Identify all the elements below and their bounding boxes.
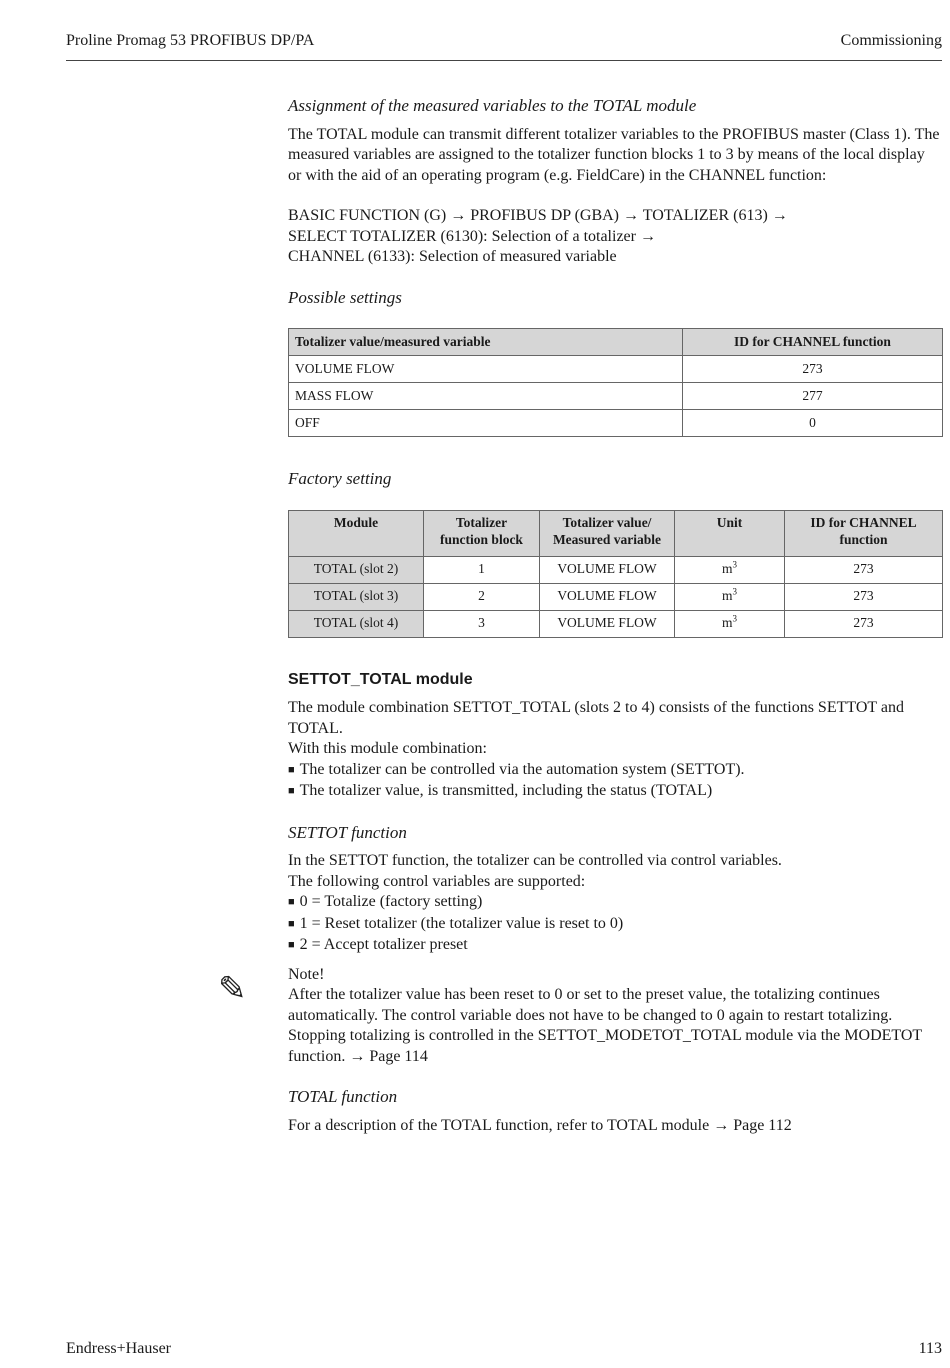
block-cell: 3 <box>424 610 540 637</box>
settot-function-line-1: In the SETTOT function, the totalizer can be controlled via control variables. <box>288 852 782 869</box>
channel-id-cell: 273 <box>785 610 943 637</box>
block-cell: 2 <box>424 583 540 610</box>
settot-total-line-1: The module combination SETTOT_TOTAL (slots 2 to 4) consists of the functions SETTOT and TOTAL. <box>288 699 904 737</box>
column-header-unit: Unit <box>675 510 785 556</box>
unit-cell: $m^3$ <box>675 610 785 637</box>
section-name: Commissioning <box>840 32 942 49</box>
measured-variable-cell: VOLUME FLOW <box>289 356 683 383</box>
factory-setting-table <box>288 510 943 638</box>
note-label: Note! <box>288 965 325 983</box>
table-row <box>289 410 943 437</box>
assignment-heading: Assignment of the measured variables to the TOTAL module <box>288 96 697 115</box>
settot-function-line-2: The following control variables are supported: <box>288 872 586 890</box>
table-row <box>289 356 943 383</box>
total-function-heading: TOTAL function <box>288 1087 398 1106</box>
channel-id-cell: 277 <box>683 383 943 410</box>
module-cell: TOTAL (slot 2) <box>289 556 424 583</box>
main-content <box>288 96 942 1136</box>
assignment-paragraph: The TOTAL module can transmit different totalizer variables to the PROFIBUS master (Class 1). The measured variables are assigned to the totalizer function blocks 1 to 3 by means of the local display or with the aid of an operating program (e.g. FieldCare) in the CHANNEL function: <box>288 125 940 184</box>
possible-settings-heading: Possible settings <box>288 287 402 307</box>
variable-cell: VOLUME FLOW <box>540 583 675 610</box>
channel-id-cell: 273 <box>683 356 943 383</box>
column-header-module: Module <box>289 510 424 556</box>
settot-total-heading: SETTOT_TOTAL module <box>288 670 473 688</box>
page-number: 113 <box>918 1340 942 1357</box>
table-row <box>289 556 943 583</box>
channel-id-cell: 0 <box>683 410 943 437</box>
channel-id-cell: 273 <box>785 583 943 610</box>
pencil-icon: ✎ <box>218 969 247 1009</box>
total-function-text: For a description of the TOTAL function, refer to TOTAL module → Page 112 <box>288 1116 792 1134</box>
list-item: ■ 1 = Reset totalizer (the totalizer value is reset to 0) <box>288 914 942 936</box>
menu-path-line-1: BASIC FUNCTION (G) → PROFIBUS DP (GBA) → TOTALIZER (613) → <box>288 207 788 224</box>
table-header-row <box>289 329 943 356</box>
list-item: ■ 2 = Accept totalizer preset <box>288 935 942 957</box>
variable-cell: VOLUME FLOW <box>540 556 675 583</box>
measured-variable-cell: OFF <box>289 410 683 437</box>
unit-cell: $m^3$ <box>675 583 785 610</box>
list-item: ■ The totalizer can be controlled via the automation system (SETTOT). <box>288 760 942 782</box>
column-header-variable: Totalizer value/ Measured variable <box>540 510 675 556</box>
module-cell: TOTAL (slot 4) <box>289 610 424 637</box>
company-name: Endress+Hauser <box>66 1340 171 1357</box>
module-cell: TOTAL (slot 3) <box>289 583 424 610</box>
channel-id-cell: 273 <box>785 556 943 583</box>
menu-path-line-3: CHANNEL (6133): Selection of measured variable <box>288 248 617 265</box>
column-header-id: ID for CHANNEL function <box>785 510 943 556</box>
table-row <box>289 583 943 610</box>
page-header <box>66 30 942 61</box>
note-text: After the totalizer value has been reset to 0 or set to the preset value, the totalizing continues automatically. The control variable does not have to be changed to 0 again to restart totalizing. Stopping totalizing is controlled in the SETTOT_MODETOT_TOTAL module via the MODETOT function. → Page 114 <box>288 986 922 1065</box>
document-title: Proline Promag 53 PROFIBUS DP/PA <box>66 32 315 49</box>
settot-function-heading: SETTOT function <box>288 822 407 842</box>
column-header: ID for CHANNEL function <box>683 329 943 356</box>
table-header-row <box>289 510 943 556</box>
list-item: ■ The totalizer value, is transmitted, including the status (TOTAL) <box>288 781 942 803</box>
block-cell: 1 <box>424 556 540 583</box>
measured-variable-cell: MASS FLOW <box>289 383 683 410</box>
menu-path-line-2: SELECT TOTALIZER (6130): Selection of a totalizer → <box>288 227 656 245</box>
column-header-block: Totalizer function block <box>424 510 540 556</box>
table-row <box>289 383 943 410</box>
unit-cell: $m^3$ <box>675 556 785 583</box>
possible-settings-table <box>288 328 943 437</box>
variable-cell: VOLUME FLOW <box>540 610 675 637</box>
list-item: ■ 0 = Totalize (factory setting) <box>288 892 942 914</box>
settot-total-line-2: With this module combination: <box>288 740 487 757</box>
factory-setting-heading: Factory setting <box>288 469 392 488</box>
table-row <box>289 610 943 637</box>
column-header: Totalizer value/measured variable <box>289 329 683 356</box>
